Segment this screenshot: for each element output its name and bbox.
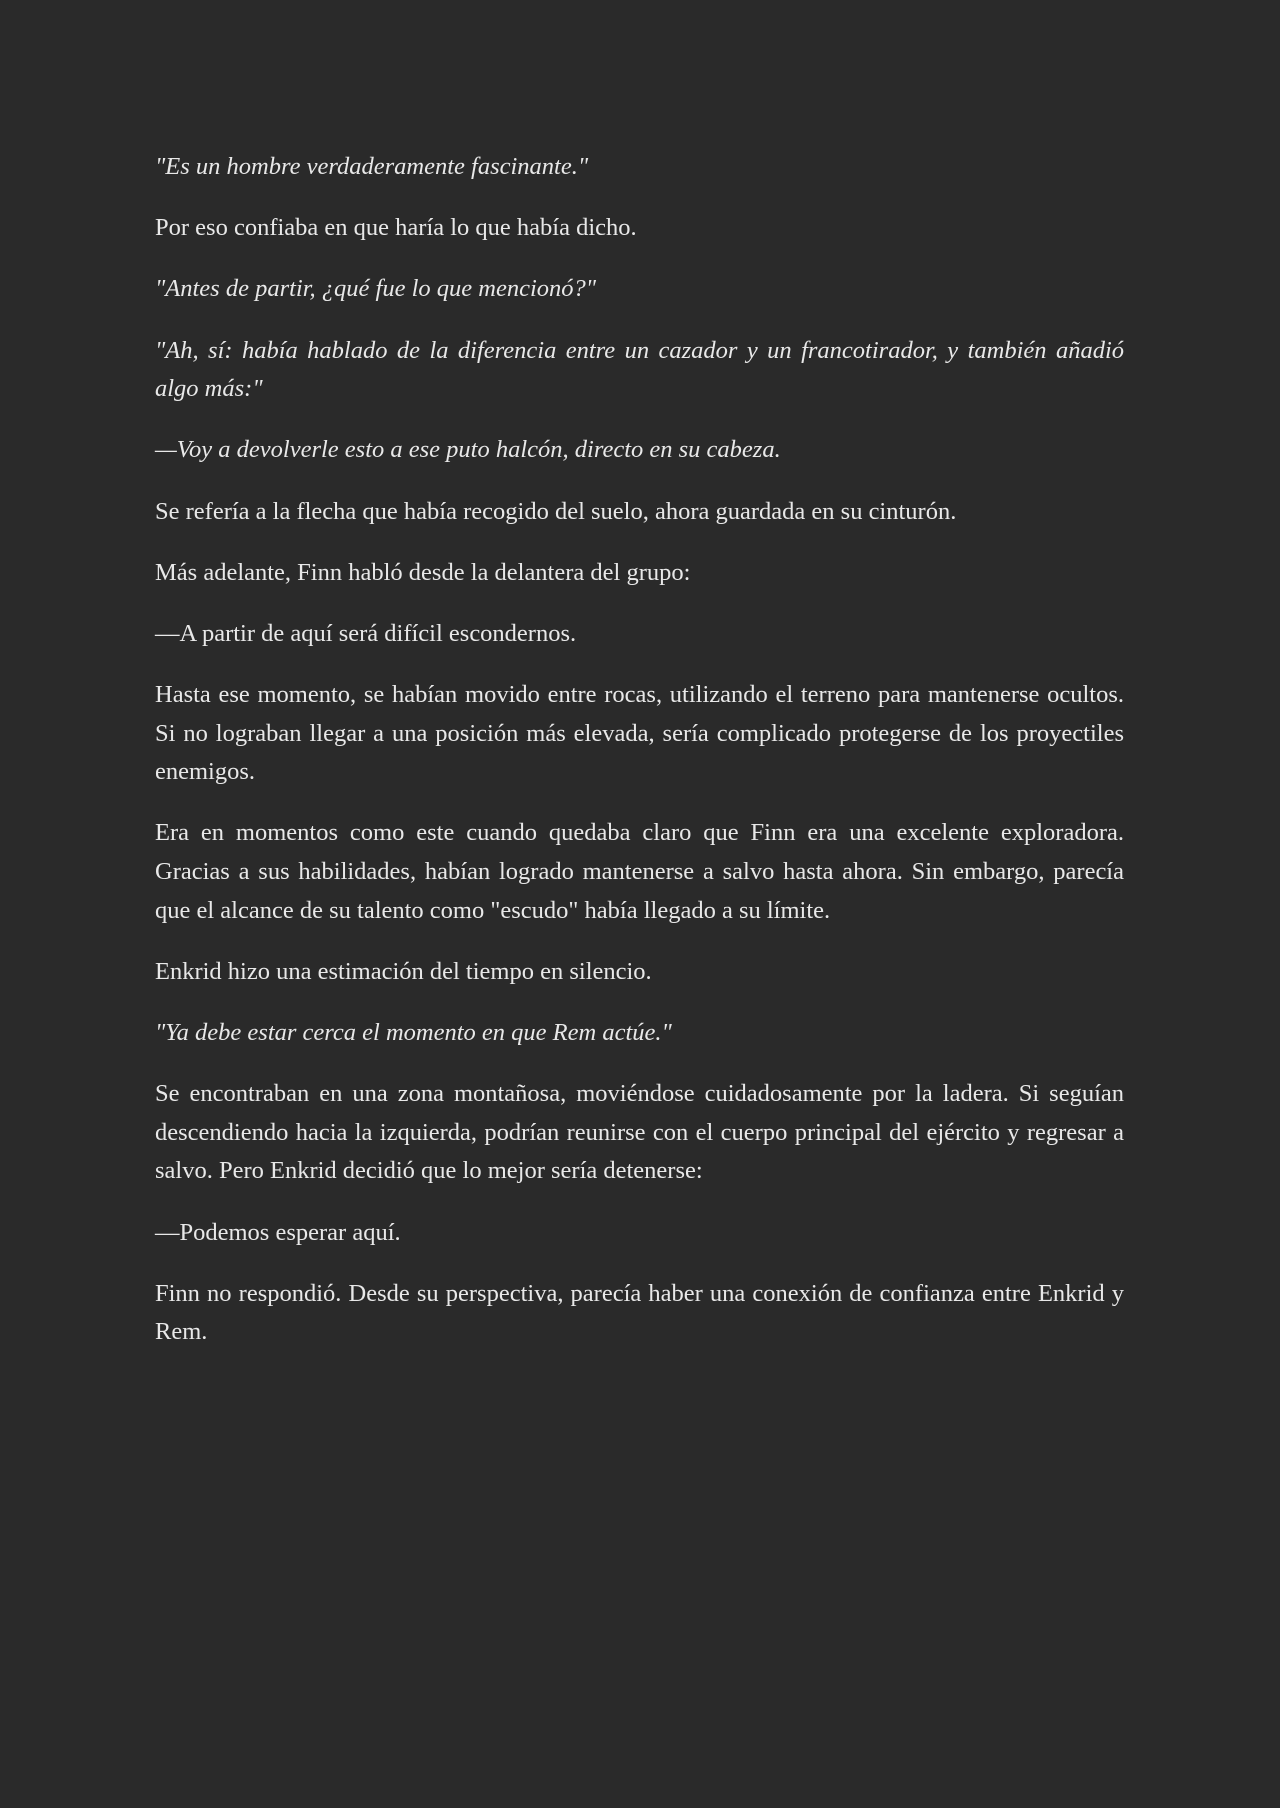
paragraph-finn-explorer: Era en momentos como este cuando quedaba claro que Finn era una excelente exploradora. Gracias a sus habilidades, habían logrado mantenerse a salvo hasta ahora. Sin embargo, parecía que el alcance de su talento como "escudo" había llegado a su límite. (155, 819, 1124, 924)
paragraph-dialogue-hard-to-hide: —A partir de aquí será difícil escondernos. (155, 619, 577, 647)
paragraph-thought-rem-acts: "Ya debe estar cerca el momento en que Rem actúe." (155, 1019, 672, 1047)
paragraph-mountain-zone: Se encontraban en una zona montañosa, moviéndose cuidadosamente por la ladera. Si seguían descendiendo hacia la izquierda, podrían reunirse con el cuerpo principal del ejército y regresar a salvo. Pero Enkrid decidió que lo mejor sería detenerse: (155, 1080, 1124, 1185)
paragraph-finn-no-answer: Finn no respondió. Desde su perspectiva, parecía haber una conexión de confianza entre Enkrid y Rem. (155, 1279, 1124, 1346)
chapter-text (155, 148, 1124, 1375)
paragraph-quote-falcon: —Voy a devolverle esto a ese puto halcón, directo en su cabeza. (155, 436, 781, 464)
paragraph-finn-spoke: Más adelante, Finn habló desde la delantera del grupo: (155, 558, 691, 586)
paragraph-arrow-belt: Se refería a la flecha que había recogido del suelo, ahora guardada en su cinturón. (155, 497, 957, 525)
paragraph-trusted-promise: Por eso confiaba en que haría lo que había dicho. (155, 214, 637, 242)
paragraph-thought-fascinating: "Es un hombre verdaderamente fascinante." (155, 153, 589, 180)
paragraph-thought-before-leaving: "Antes de partir, ¿qué fue lo que mencionó?" (155, 275, 597, 303)
paragraph-moved-between-rocks: Hasta ese momento, se habían movido entre rocas, utilizando el terreno para mantenerse ocultos. Si no lograban llegar a una posición más elevada, sería complicado protegerse de los proyectiles enemigos. (155, 681, 1124, 786)
paragraph-dialogue-wait-here: —Podemos esperar aquí. (155, 1218, 401, 1246)
paragraph-thought-hunter-sniper: "Ah, sí: había hablado de la diferencia entre un cazador y un francotirador, y también añadió algo más:" (155, 336, 1124, 403)
paragraph-enkrid-estimate: Enkrid hizo una estimación del tiempo en silencio. (155, 957, 652, 985)
